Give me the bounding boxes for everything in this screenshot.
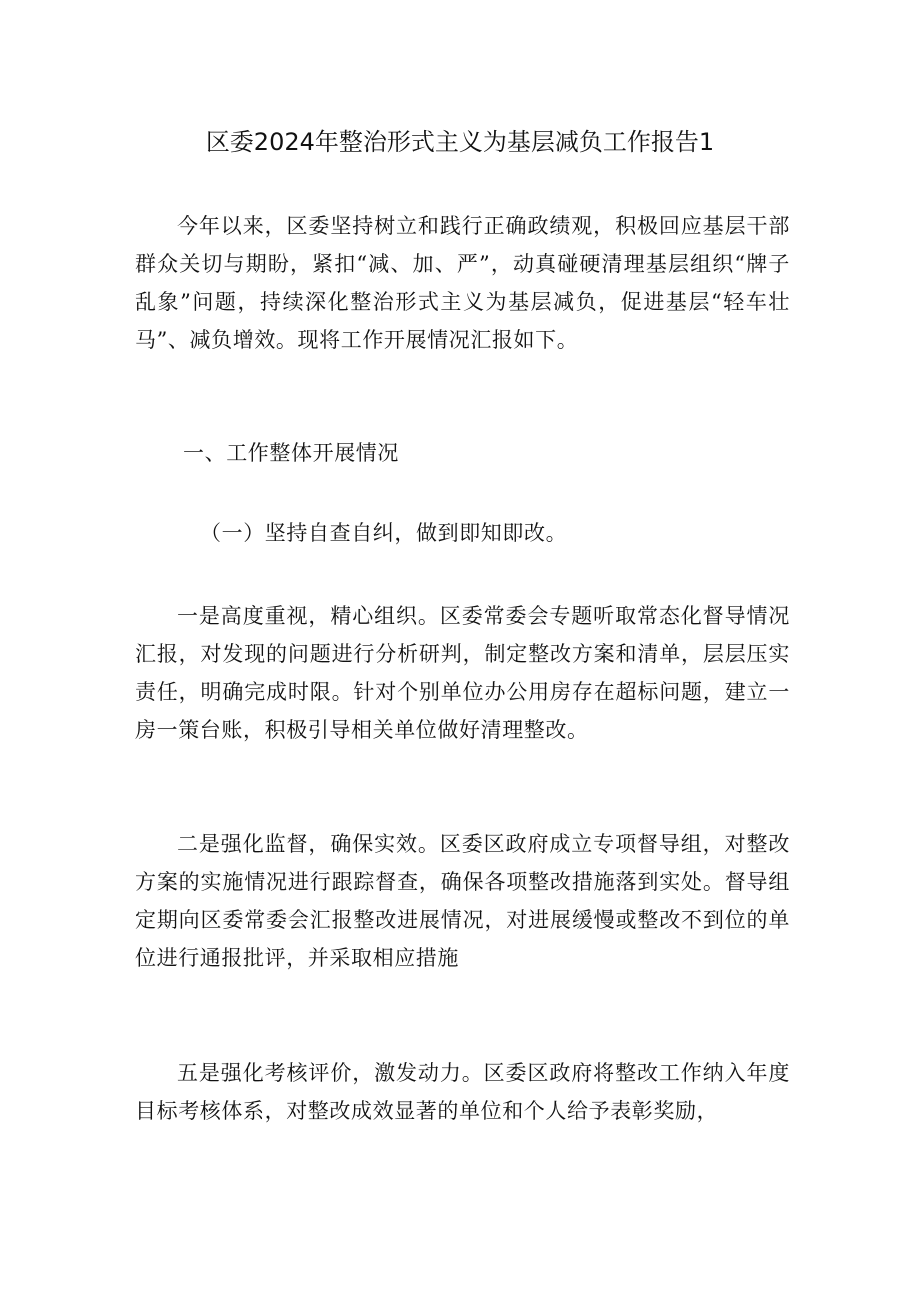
intro-paragraph: 今年以来，区委坚持树立和践行正确政绩观，积极回应基层干部群众关切与期盼，紧扣“减、加、严”，动真碰硬清理基层组织“牌子乱象”问题，持续深化整治形式主义为基层减负，促进基层“轻车壮马”、减负增效。现将工作开展情况汇报如下。 xyxy=(135,214,790,352)
section-heading: 一、工作整体开展情况 xyxy=(183,441,399,465)
paragraph-two: 二是强化监督，确保实效。区委区政府成立专项督导组，对整改方案的实施情况进行跟踪督查，确保各项整改措施落到实处。督导组定期向区委常委会汇报整改进展情况，对进展缓慢或整改不到位的单位进行通报批评，并采取相应措施 xyxy=(135,832,790,970)
subsection-heading: （一）坚持自查自纠，做到即知即改。 xyxy=(200,521,568,545)
paragraph-one: 一是高度重视，精心组织。区委常委会专题听取常态化督导情况汇报，对发现的问题进行分析研判，制定整改方案和清单，层层压实责任，明确完成时限。针对个别单位办公用房存在超标问题，建立一房一策台账，积极引导相关单位做好清理整改。 xyxy=(135,604,790,742)
paragraph-five: 五是强化考核评价，激发动力。区委区政府将整改工作纳入年度目标考核体系，对整改成效显著的单位和个人给予表彰奖励， xyxy=(135,1061,790,1123)
document-title: 区委2024年整治形式主义为基层减负工作报告1 xyxy=(205,128,715,156)
